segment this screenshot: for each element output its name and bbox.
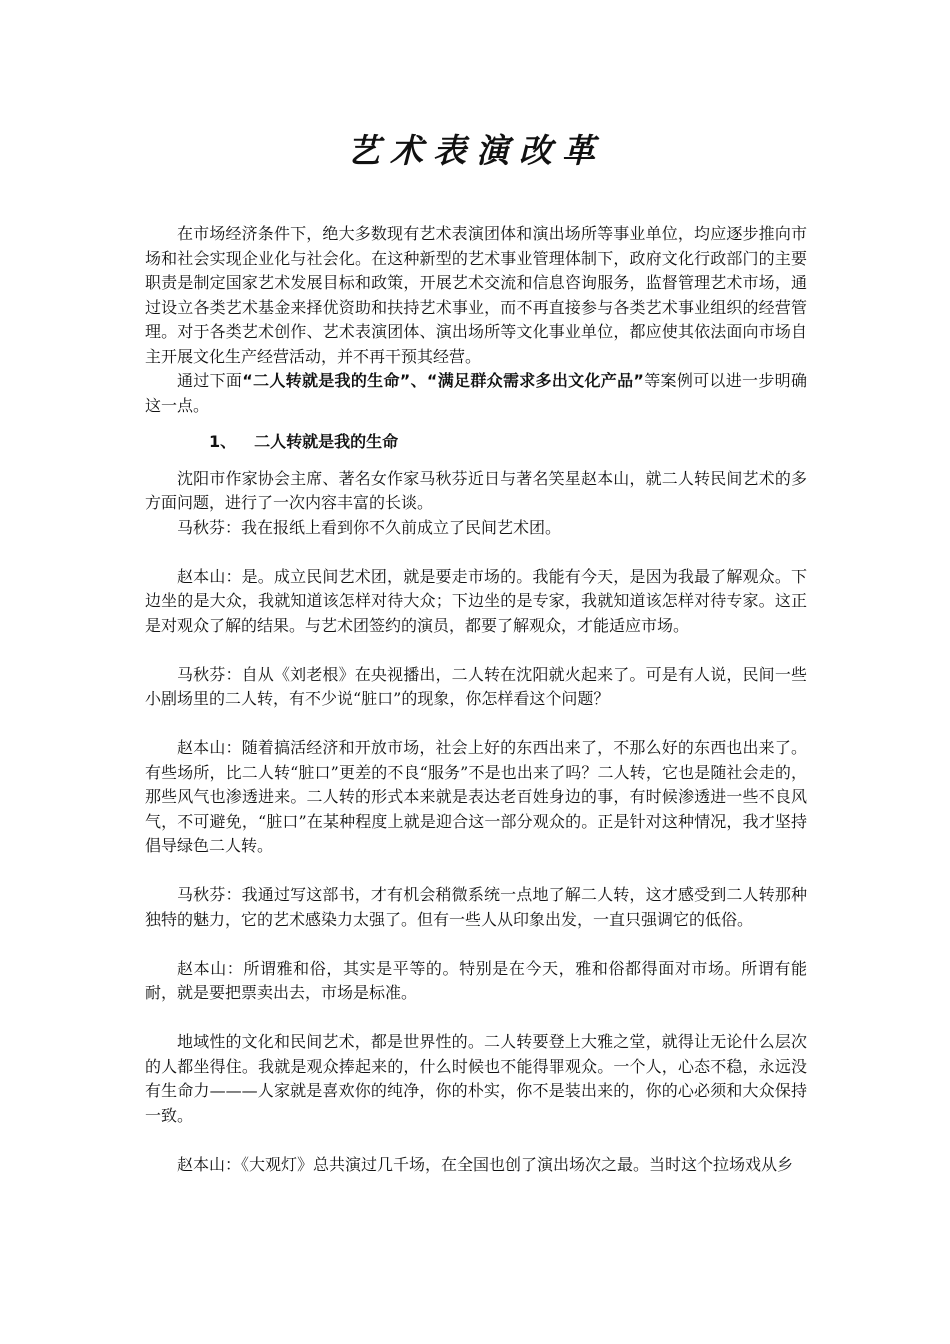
intro-paragraph: 在市场经济条件下，绝大多数现有艺术表演团体和演出场所等事业单位，均应逐步推向市场和社会实现企业化与社会化。在这种新型的艺术事业管理体制下，政府文化行政部门的主要职责是制定国家艺术发展目标和政策，开展艺术交流和信息咨询服务，监督管理艺术市场，通过设立各类艺术基金来择优资助和扶持艺术事业，而不再直接参与各类艺术事业组织的经营管理。对于各类艺术创作、艺术表演团体、演出场所等文化事业单位，都应使其依法面向市场自主开展文化生产经营活动，并不再干预其经营。 xyxy=(145,224,807,366)
paragraph-intro-interview: 沈阳市作家协会主席、著名女作家马秋芬近日与著名笑星赵本山，就二人转民间艺术的多方面问题，进行了一次内容丰富的长谈。 xyxy=(145,468,807,512)
transition-paragraph xyxy=(145,369,807,418)
transition-suffix: 等案例可以进一步明确这一点。 xyxy=(145,371,807,415)
transition-prefix: 通过下面 xyxy=(177,371,243,390)
paragraph-zhao-2: 赵本山：随着搞活经济和开放市场，社会上好的东西出来了，不那么好的东西也出来了。有些场所，比二人转“脏口”更差的不良“服务”不是也出来了吗？二人转，它也是随社会走的，那些风气也渗透进来。二人转的形式本来就是表达老百姓身边的事，有时候渗透进一些不良风气，不可避免，“脏口”在某种程度上就是迎合这一部分观众的。正是针对这种情况，我才坚持倡导绿色二人转。 xyxy=(145,738,807,855)
page-title: 艺术表演改革 xyxy=(347,131,605,170)
document-body xyxy=(145,222,807,1177)
section-title: 二人转就是我的生命 xyxy=(254,432,399,451)
case-two-title: “满足群众需求多出文化产品” xyxy=(426,371,644,390)
paragraph-zhao-4: 地域性的文化和民间艺术，都是世界性的。二人转要登上大雅之堂，就得让无论什么层次的人都坐得住。我就是观众捧起来的，什么时候也不能得罪观众。一个人，心态不稳，永远没有生命力———人家就是喜欢你的纯净，你的朴实，你不是装出来的，你的心必须和大众保持一致。 xyxy=(145,1032,807,1125)
paragraph-ma-2: 马秋芬：自从《刘老根》在央视播出，二人转在沈阳就火起来了。可是有人说，民间一些小剧场里的二人转，有不少说“脏口”的现象，你怎样看这个问题？ xyxy=(145,664,807,708)
paragraph-ma-3: 马秋芬：我通过写这部书，才有机会稍微系统一点地了解二人转，这才感受到二人转那种独特的魅力，它的艺术感染力太强了。但有一些人从印象出发，一直只强调它的低俗。 xyxy=(145,885,807,929)
section-number: 1、 xyxy=(209,432,237,451)
section-heading xyxy=(145,430,807,455)
paragraph-zhao-3: 赵本山：所谓雅和俗，其实是平等的。特别是在今天，雅和俗都得面对市场。所谓有能耐，就是要把票卖出去，市场是标准。 xyxy=(145,958,807,1002)
paragraph-ma-1: 马秋芬：我在报纸上看到你不久前成立了民间艺术团。 xyxy=(177,517,562,537)
paragraph-zhao-5: 赵本山：《大观灯》总共演过几千场，在全国也创了演出场次之最。当时这个拉场戏从乡 xyxy=(177,1154,794,1174)
paragraph-zhao-1: 赵本山：是。成立民间艺术团，就是要走市场的。我能有今天，是因为我最了解观众。下边坐的是大众，我就知道该怎样对待大众；下边坐的是专家，我就知道该怎样对待专家。这正是对观众了解的结果。与艺术团签约的演员，都要了解观众，才能适应市场。 xyxy=(145,566,807,635)
case-separator: 、 xyxy=(410,371,427,390)
case-one-title: “二人转就是我的生命” xyxy=(242,371,411,390)
